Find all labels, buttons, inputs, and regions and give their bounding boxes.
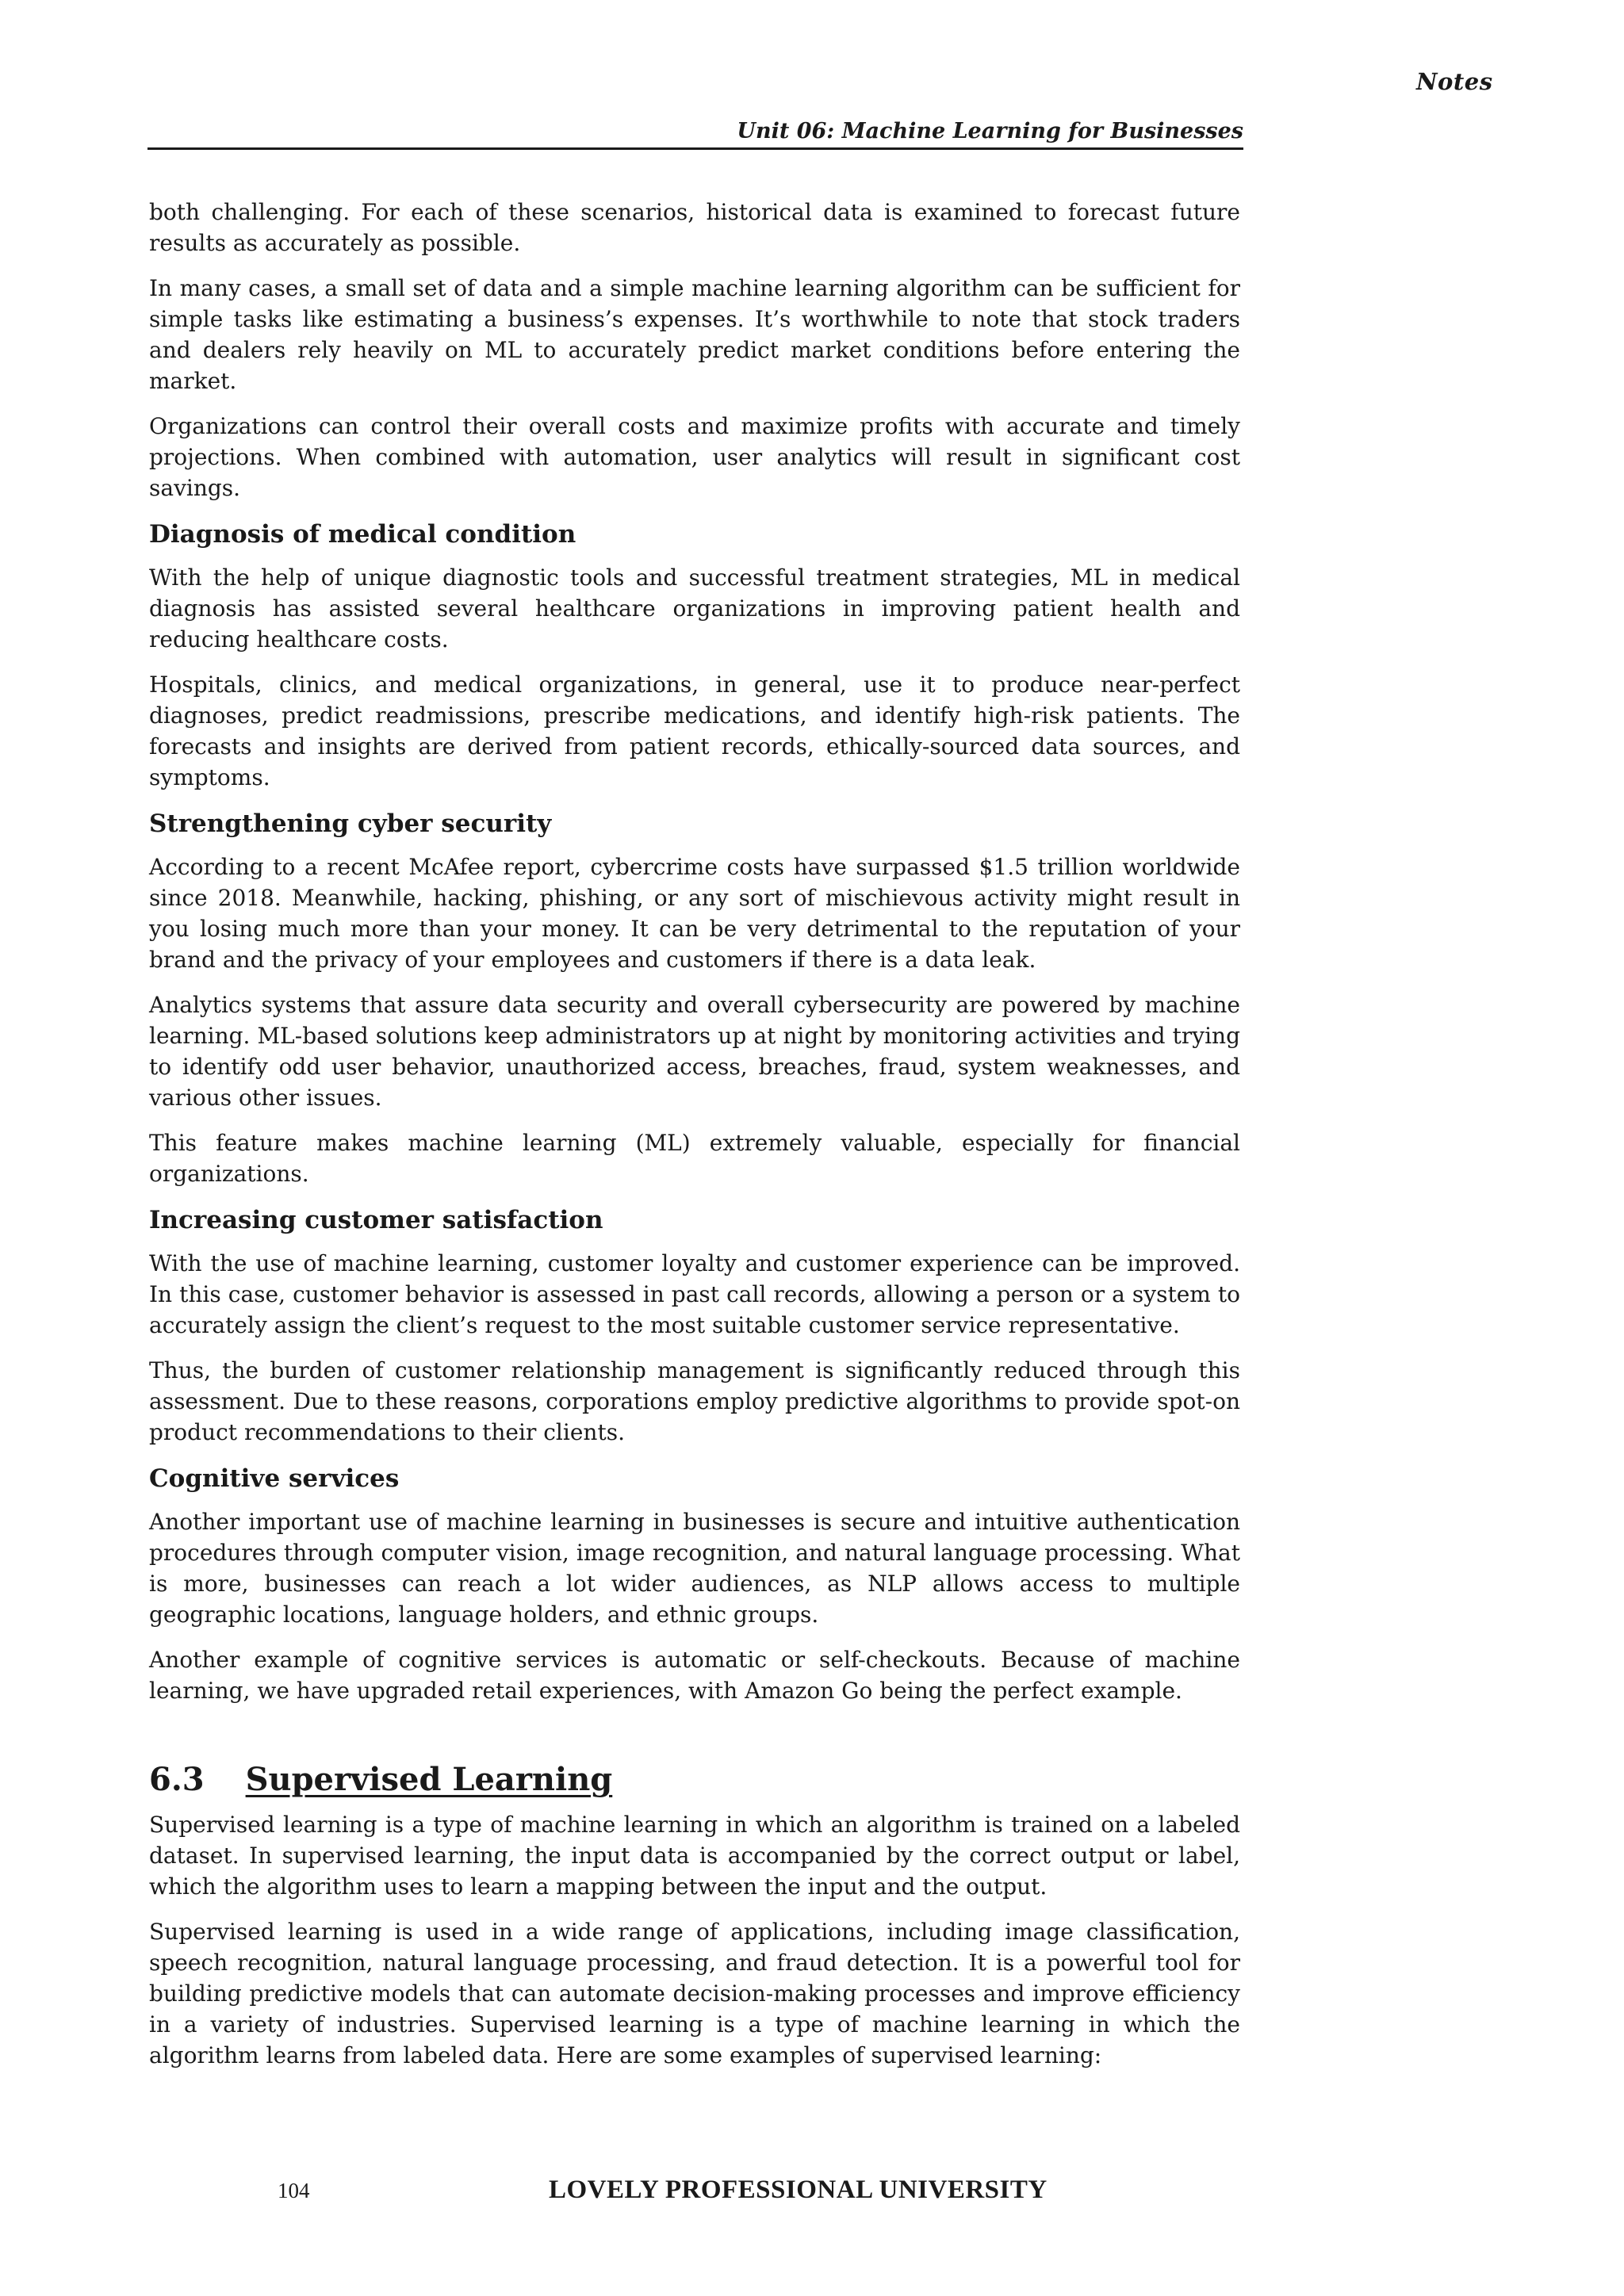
paragraph: Thus, the burden of customer relationship management is significantly reduced through this assessment. Due to these reasons, corporations employ predictive algorithms to provide spot-on product recommendations to their clients. (149, 1357, 1240, 1445)
subheading-cognitive-services: Cognitive services (149, 1464, 400, 1493)
footer-university-name: LOVELY PROFESSIONAL UNIVERSITY (549, 2175, 1048, 2204)
paragraph: Supervised learning is a type of machine learning in which an algorithm is trained on a labeled dataset. In supervised learning, the input data is accompanied by the correct output or label, which the algorithm uses to learn a mapping between the input and the output. (149, 1812, 1240, 1900)
page-number: 104 (278, 2179, 310, 2202)
running-header-title: Unit 06: Machine Learning for Businesses (737, 119, 1243, 144)
paragraph: Hospitals, clinics, and medical organizations, in general, use it to produce near-perfect diagnoses, predict readmissions, prescribe medications, and identify high-risk patients. The forecasts and insights are derived from patient records, ethically-sourced data sources, and symptoms. (149, 672, 1240, 790)
paragraph: With the help of unique diagnostic tools and successful treatment strategies, ML in medical diagnosis has assisted several healthcare organizations in improving patient health and reducing healthcare costs. (149, 564, 1240, 652)
paragraph: both challenging. For each of these scenarios, historical data is examined to forecast future results as accurately as possible. (149, 199, 1240, 256)
paragraph: Another important use of machine learning in businesses is secure and intuitive authentication procedures through computer vision, image recognition, and natural language processing. What is more, businesses can reach a lot wider audiences, as NLP allows access to multiple geographic locations, language holders, and ethnic groups. (149, 1509, 1240, 1628)
margin-notes-label: Notes (1416, 68, 1493, 95)
section-title: Supervised Learning (245, 1761, 613, 1798)
paragraph: Supervised learning is used in a wide range of applications, including image classification, speech recognition, natural language processing, and fraud detection. It is a powerful tool for building predictive models that can automate decision-making processes and improve efficiency in a variety of industries. Supervised learning is a type of machine learning in which the algorithm learns from labeled data. Here are some examples of supervised learning: (149, 1919, 1240, 2068)
section-number: 6.3 (149, 1761, 205, 1798)
paragraph: In many cases, a small set of data and a simple machine learning algorithm can be sufficient for simple tasks like estimating a business’s expenses. It’s worthwhile to note that stock traders and dealers rely heavily on ML to accurately predict market conditions before entering the market. (149, 275, 1240, 394)
paragraph: According to a recent McAfee report, cybercrime costs have surpassed $1.5 trillion worldwide since 2018. Meanwhile, hacking, phishing, or any sort of mischievous activity might result in you losing much more than your money. It can be very detrimental to the reputation of your brand and the privacy of your employees and customers if there is a data leak. (149, 854, 1240, 973)
page-body (149, 197, 1240, 2085)
subheading-cyber-security: Strengthening cyber security (149, 809, 552, 838)
subheading-diagnosis: Diagnosis of medical condition (149, 520, 576, 549)
paragraph: Organizations can control their overall costs and maximize profits with accurate and timely projections. When combined with automation, user analytics will result in significant cost savings. (149, 413, 1240, 501)
paragraph: Analytics systems that assure data security and overall cybersecurity are powered by machine learning. ML-based solutions keep administrators up at night by monitoring activities and trying to identify odd user behavior, unauthorized access, breaches, fraud, system weaknesses, and various other issues. (149, 992, 1240, 1111)
subheading-customer-satisfaction: Increasing customer satisfaction (149, 1206, 603, 1234)
paragraph: Another example of cognitive services is automatic or self-checkouts. Because of machine learning, we have upgraded retail experiences, with Amazon Go being the perfect example. (149, 1647, 1240, 1704)
paragraph: With the use of machine learning, customer loyalty and customer experience can be improved. In this case, customer behavior is assessed in past call records, allowing a person or a system to accurately assign the client’s request to the most suitable customer service representative. (149, 1250, 1240, 1338)
section-heading (149, 1760, 1240, 1800)
running-header (147, 113, 1243, 150)
paragraph: This feature makes machine learning (ML) extremely valuable, especially for financial organizations. (149, 1130, 1240, 1187)
